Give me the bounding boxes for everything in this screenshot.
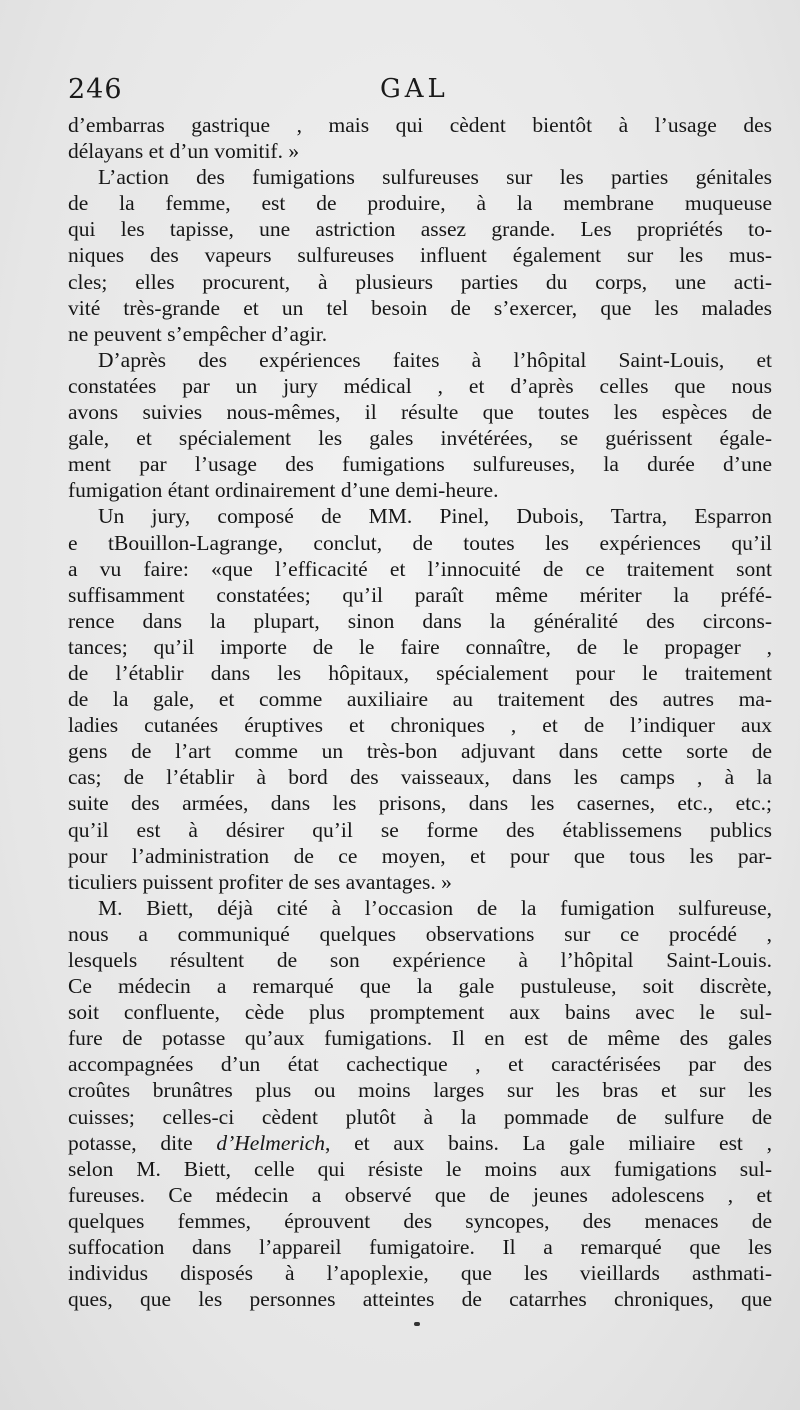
text-line: ne peuvent s’empêcher d’agir.: [68, 321, 328, 346]
text-line: rence dans la plupart, sinon dans la généralité des circons-: [68, 608, 772, 633]
text-line: fureuses. Ce médecin a observé que de jeunes adolescens , et: [68, 1182, 772, 1207]
text-line: cas; de l’établir à bord des vaisseaux, dans les camps , à la: [68, 765, 772, 790]
text-segment: potasse, dite: [68, 1130, 217, 1155]
text-line: quelques femmes, éprouvent des syncopes, des menaces de: [68, 1208, 772, 1233]
text-line: ticuliers puissent profiter de ses avantages. »: [68, 869, 452, 894]
text-segment: , et aux bains. La gale miliaire est ,: [325, 1130, 772, 1155]
italic-name: d’Helmerich: [216, 1130, 325, 1155]
text-line: a vu faire: «que l’efficacité et l’innocuité de ce traitement sont: [68, 556, 772, 581]
ink-speck: [414, 1322, 420, 1326]
text-line: qui les tapisse, une astriction assez grande. Les propriétés to-: [68, 217, 772, 242]
text-line-with-italic: [68, 1130, 772, 1156]
text-line: tances; qu’il importe de le faire connaître, de le propager ,: [68, 634, 772, 659]
running-head: GAL: [380, 74, 449, 104]
page-number: 246: [68, 74, 123, 105]
text-line: qu’il est à désirer qu’il se forme des établissemens publics: [68, 817, 772, 842]
text-line: suffocation dans l’appareil fumigatoire. Il a remarqué que les: [68, 1235, 772, 1260]
text-line: M. Biett, déjà cité à l’occasion de la fumigation sulfureuse,: [98, 895, 772, 920]
text-line: L’action des fumigations sulfureuses sur les parties génitales: [98, 165, 772, 190]
text-line: d’embarras gastrique , mais qui cèdent bientôt à l’usage des: [68, 113, 772, 137]
text-line: de l’établir dans les hôpitaux, spécialement pour le traitement: [68, 660, 772, 685]
text-line: fure de potasse qu’aux fumigations. Il en est de même des gales: [68, 1026, 772, 1051]
text-line: Ce médecin a remarqué que la gale pustuleuse, soit discrète,: [68, 974, 772, 999]
text-line: D’après des expériences faites à l’hôpital Saint-Louis, et: [98, 347, 772, 372]
text-line: accompagnées d’un état cachectique , et caractérisées par des: [68, 1052, 772, 1077]
text-line: gale, et spécialement les gales invétérées, se guérissent égale-: [68, 426, 772, 451]
text-line: soit confluente, cède plus promptement aux bains avec le sul-: [68, 1000, 772, 1025]
text-line: avons suivies nous-mêmes, il résulte que toutes les espèces de: [68, 400, 772, 425]
text-line: Un jury, composé de MM. Pinel, Dubois, Tartra, Esparron: [98, 504, 772, 529]
text-line: vité très-grande et un tel besoin de s’exercer, que les malades: [68, 295, 772, 320]
text-line: suite des armées, dans les prisons, dans les casernes, etc., etc.;: [68, 791, 772, 816]
text-line: selon M. Biett, celle qui résiste le moins aux fumigations sul-: [68, 1156, 772, 1181]
body-text: [68, 112, 772, 1312]
text-line: gens de l’art comme un très-bon adjuvant dans cette sorte de: [68, 739, 772, 764]
text-line: niques des vapeurs sulfureuses influent également sur les mus-: [68, 243, 772, 268]
text-line: suffisamment constatées; qu’il paraît même mériter la préfé-: [68, 582, 772, 607]
text-line: fumigation étant ordinairement d’une demi-heure.: [68, 478, 499, 503]
text-line: constatées par un jury médical , et d’après celles que nous: [68, 373, 772, 398]
page-header: [68, 72, 772, 112]
text-line: e tBouillon-Lagrange, conclut, de toutes les expériences qu’il: [68, 530, 772, 555]
text-line: ladies cutanées éruptives et chroniques , et de l’indiquer aux: [68, 713, 772, 738]
text-line: croûtes brunâtres plus ou moins larges sur les bras et sur les: [68, 1078, 772, 1103]
text-line: délayans et d’un vomitif. »: [68, 139, 300, 164]
text-line: individus disposés à l’apoplexie, que les vieillards asthmati-: [68, 1261, 772, 1286]
text-line: ment par l’usage des fumigations sulfureuses, la durée d’une: [68, 452, 772, 477]
text-line: ques, que les personnes atteintes de catarrhes chroniques, que: [68, 1287, 772, 1312]
text-line: de la gale, et comme auxiliaire au traitement des autres ma-: [68, 687, 772, 712]
text-line: nous a communiqué quelques observations sur ce procédé ,: [68, 921, 772, 946]
text-line: pour l’administration de ce moyen, et pour que tous les par-: [68, 843, 772, 868]
text-line: de la femme, est de produire, à la membrane muqueuse: [68, 191, 772, 216]
text-line: lesquels résultent de son expérience à l’hôpital Saint-Louis.: [68, 948, 772, 972]
text-line: cuisses; celles-ci cèdent plutôt à la pommade de sulfure de: [68, 1104, 772, 1129]
text-line: cles; elles procurent, à plusieurs parties du corps, une acti-: [68, 269, 772, 294]
